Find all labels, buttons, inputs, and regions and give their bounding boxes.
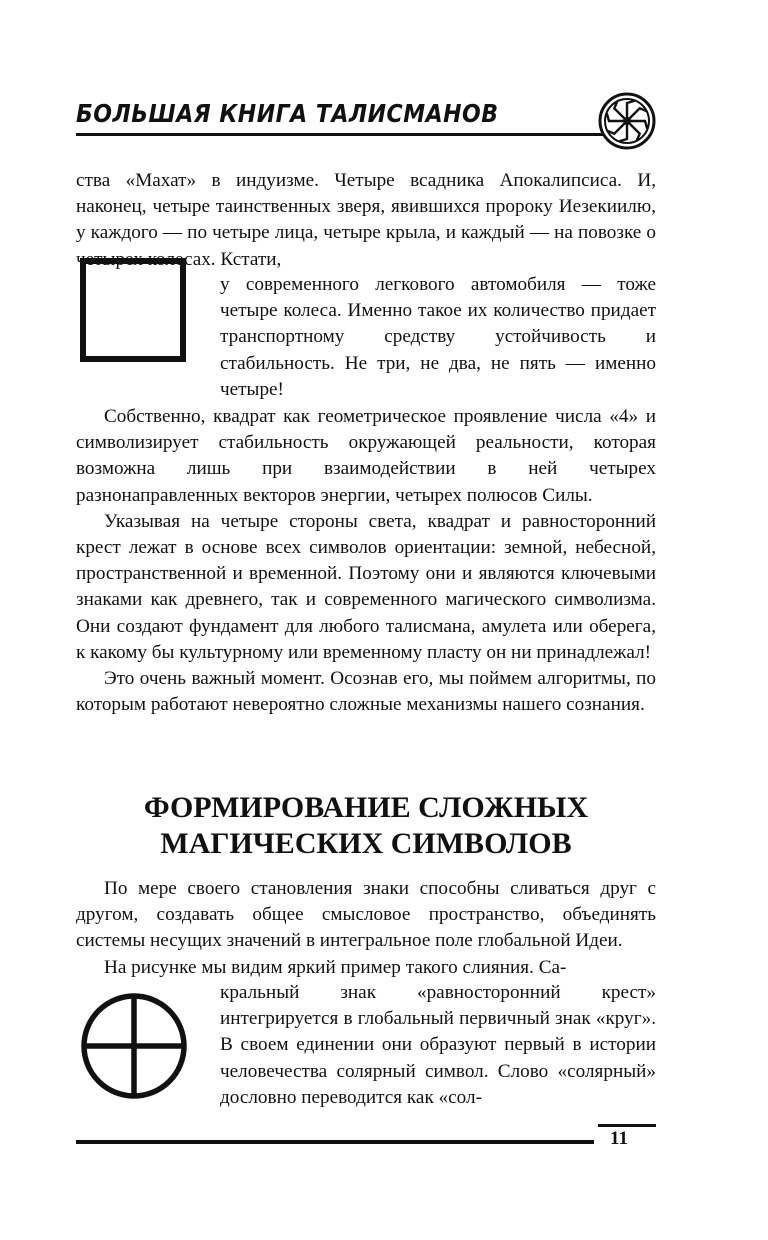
section-heading-line-2: МАГИЧЕСКИХ СИМВОЛОВ (160, 827, 572, 860)
paragraph-2: Указывая на четыре стороны света, квадрат и равносторонний крест лежат в основе всех символов ориентации: земной, небесной, пространственной и временной. Поэтому они и являются ключевыми знаками как древнего, так и современного магического символизма. Они создают фундамент для любого талисмана, амулета или оберега, к какому бы культурному или временному пласту он ни принадлежал! (76, 510, 656, 663)
section-paragraph-1: По мере своего становления знаки способны сливаться друг с другом, создавать общее смысловое пространство, объединять системы несущих значений в интегральное поле глобальной Идеи. (76, 878, 656, 952)
paragraph-1: Собственно, квадрат как геометрическое проявление числа «4» и символизирует стабильность окружающей реальности, которая возможна лишь при взаимодействии в ней четырех разнонаправленных векторов энергии, четырех полюсов Силы. (76, 406, 656, 506)
square-side-text: у современного легкового автомобиля — тоже четыре колеса. Именно такое их количество придает транспортному средству устойчивость и стабильность. Не три, не два, не пять — именно четыре! (220, 274, 656, 400)
header-rule (76, 133, 606, 136)
solar-cross-symbol-icon (80, 992, 188, 1100)
circle-side-text: кральный знак «равносторонний крест» интегрируется в глобальный первичный знак «круг». В своем единении они образуют первый в истории человечества солярный символ. Слово «солярный» дословно переводится как «сол- (220, 982, 656, 1108)
section-paragraph-2-lead: На рисунке мы видим яркий пример такого слияния. Са- (104, 956, 567, 978)
section-heading-line-1: ФОРМИРОВАНИЕ СЛОЖНЫХ (143, 791, 589, 824)
square-symbol-icon (80, 258, 186, 362)
paragraph-3: Это очень важный момент. Осознав его, мы поймем алгоритмы, по которым работают невероятно сложные механизмы нашего сознания. (76, 668, 656, 716)
body-paragraphs (76, 404, 656, 718)
black-sun-emblem-icon (598, 92, 656, 150)
top-paragraph-text: ства «Махат» в индуизме. Четыре всадника Апокалипсиса. И, наконец, четыре таинственных зверя, явившихся пророку Иезекиилю, у каждого — по четыре лица, четыре крыла, и каждый — на повозке о четырех колесах. Кстати, (76, 170, 656, 270)
page-header (76, 92, 656, 152)
section-heading (76, 790, 656, 862)
footer-rule (76, 1140, 594, 1144)
page-number: 11 (610, 1128, 628, 1149)
section-paragraphs (76, 876, 656, 981)
running-title: БОЛЬШАЯ КНИГА ТАЛИСМАНОВ (76, 100, 499, 129)
